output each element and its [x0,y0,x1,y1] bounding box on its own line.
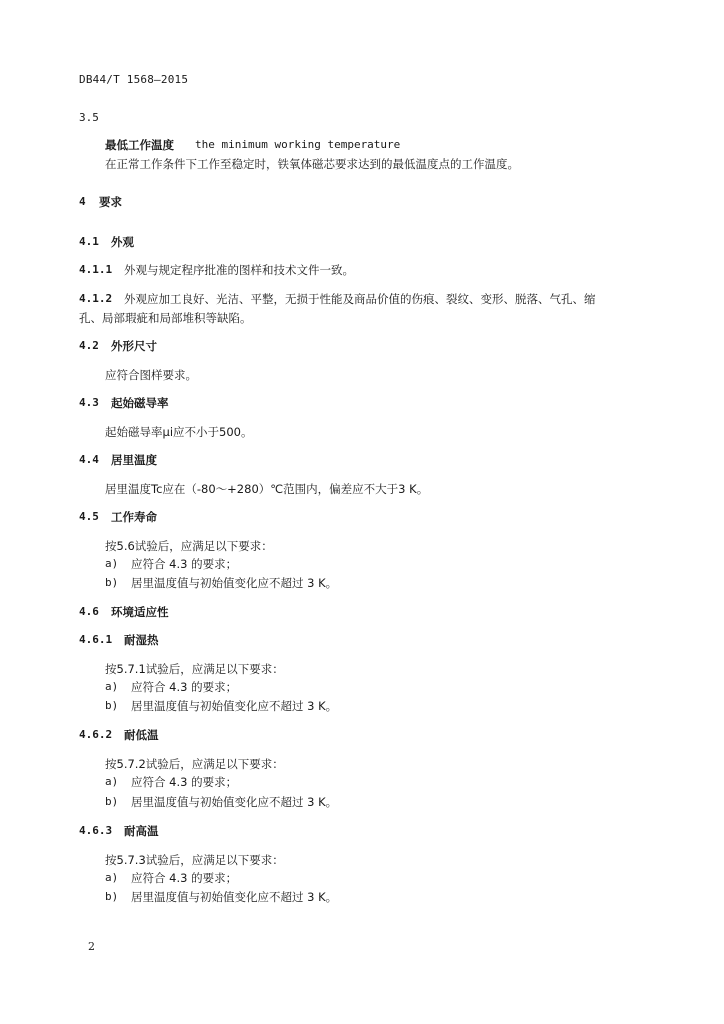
clause-number-3-5: 3.5 [79,111,99,124]
list-item-text: 应符合 4.3 的要求； [131,775,238,789]
section-number-4: 4 [79,195,86,208]
list-item-text: 应符合 4.3 的要求； [131,557,238,571]
list-marker: a) [105,871,119,884]
clause-title-4-6-3: 耐高温 [124,824,159,838]
clause-title-4-1: 外观 [111,235,134,249]
clause-number-4-1: 4.1 [79,235,99,248]
list-marker: a) [105,775,119,788]
clause-title-4-4: 居里温度 [111,453,157,467]
clause-text-4-4: 居里温度Tc应在（-80～+280）℃范围内，偏差应不大于3 K。 [105,482,429,496]
clause-text-4-1-2-line1: 外观应加工良好、光洁、平整，无损于性能及商品价值的伤痕、裂纹、变形、脱落、气孔、缩 [124,292,596,306]
clause-text-4-1-1: 外观与规定程序批准的图样和技术文件一致。 [124,263,354,277]
clause-text-4-2: 应符合图样要求。 [105,368,197,382]
clause-title-4-2: 外形尺寸 [111,339,157,353]
list-item-text: 居里温度值与初始值变化应不超过 3 K。 [131,576,338,590]
clause-number-4-6-3: 4.6.3 [79,824,113,837]
clause-text-4-3: 起始磁导率μi应不小于500。 [105,425,253,439]
clause-intro-4-6-1: 按5.7.1试验后，应满足以下要求： [105,662,284,676]
clause-number-4-6-2: 4.6.2 [79,728,113,741]
clause-number-4-4: 4.4 [79,453,99,466]
page-number: 2 [88,940,95,953]
list-marker: a) [105,680,119,693]
term-cn: 最低工作温度 [105,138,174,152]
clause-text-4-1-2-line2: 孔、局部瑕疵和局部堆积等缺陷。 [79,311,252,325]
list-item-text: 居里温度值与初始值变化应不超过 3 K。 [131,699,338,713]
clause-number-4-5: 4.5 [79,510,99,523]
clause-title-4-6-2: 耐低温 [124,728,159,742]
clause-number-4-1-2: 4.1.2 [79,292,113,305]
list-marker: b) [105,795,119,808]
list-marker: b) [105,576,119,589]
clause-intro-4-6-2: 按5.7.2试验后，应满足以下要求： [105,757,284,771]
list-item-text: 应符合 4.3 的要求； [131,680,238,694]
clause-number-4-2: 4.2 [79,339,99,352]
clause-title-4-3: 起始磁导率 [111,396,169,410]
term-definition: 在正常工作条件下工作至稳定时，铁氧体磁芯要求达到的最低温度点的工作温度。 [105,157,519,171]
clause-number-4-6: 4.6 [79,605,99,618]
clause-title-4-6: 环境适应性 [111,605,169,619]
list-item-text: 居里温度值与初始值变化应不超过 3 K。 [131,890,338,904]
clause-intro-4-5: 按5.6试验后，应满足以下要求： [105,539,273,553]
list-marker: b) [105,699,119,712]
clause-intro-4-6-3: 按5.7.3试验后，应满足以下要求： [105,853,284,867]
clause-number-4-6-1: 4.6.1 [79,633,113,646]
standard-code: DB44/T 1568—2015 [79,73,189,86]
section-title-4: 要求 [99,195,122,209]
clause-title-4-6-1: 耐湿热 [124,633,159,647]
clause-title-4-5: 工作寿命 [111,510,157,524]
list-item-text: 应符合 4.3 的要求； [131,871,238,885]
list-marker: b) [105,890,119,903]
term-en: the minimum working temperature [195,138,401,151]
clause-number-4-1-1: 4.1.1 [79,263,113,276]
clause-number-4-3: 4.3 [79,396,99,409]
list-item-text: 居里温度值与初始值变化应不超过 3 K。 [131,795,338,809]
list-marker: a) [105,557,119,570]
